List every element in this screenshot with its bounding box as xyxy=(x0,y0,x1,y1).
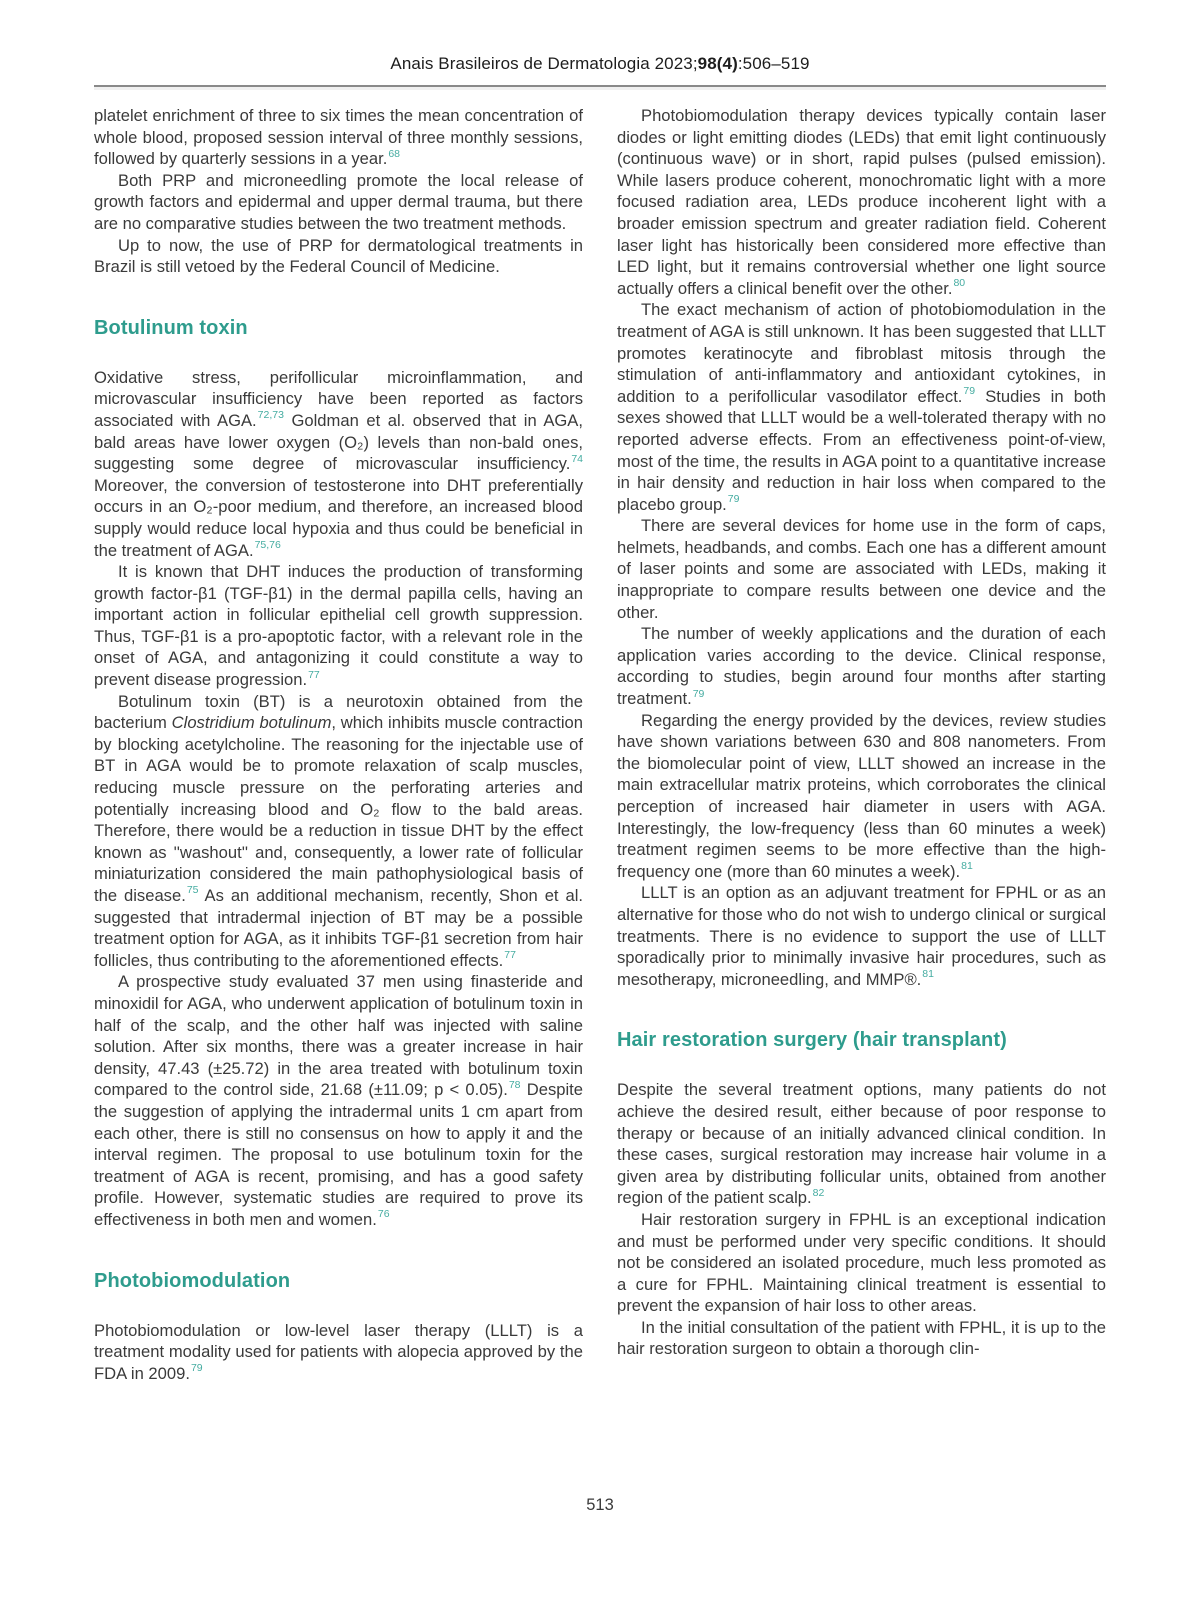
right-column xyxy=(617,105,1106,1384)
reference-superscript: 79 xyxy=(963,385,976,398)
reference-superscript: 79 xyxy=(190,1362,203,1375)
italic-term: Clostridium botulinum xyxy=(171,713,332,733)
paragraph xyxy=(617,515,1106,623)
text-run: Despite the suggestion of applying the intradermal units 1 cm apart from each other, there is still no consensus on how to apply it and the interval regimen. The proposal to use botulinum toxin for the treatment of AGA is recent, promising, and has a good safety profile. However, systematic studies are required to prove its effectiveness in both men and women. xyxy=(94,1080,584,1229)
paragraph xyxy=(94,367,583,561)
reference-superscript: 77 xyxy=(504,949,516,962)
reference-superscript: 75 xyxy=(186,884,199,897)
paragraph xyxy=(617,299,1106,515)
reference-superscript: 68 xyxy=(388,147,400,160)
text-run: Studies in both sexes showed that LLLT would be a well-tolerated therapy with no reported adverse effects. From an effectiveness point-of-view, most of the time, the results in AGA point to a quantitative increase in hair density and reduction in hair loss when compared to the placebo group. xyxy=(617,386,1106,514)
reference-superscript: 80 xyxy=(953,277,966,290)
paragraph xyxy=(94,691,583,972)
text-run: There are several devices for home use in the form of caps, helmets, headbands, and combs. Each one has a different amount of laser points and some are associated with LEDs, making it inappropriate to compare results between one device and the other. xyxy=(617,516,1106,622)
reference-superscript: 77 xyxy=(308,668,320,681)
paragraph xyxy=(94,235,583,278)
text-run: Both PRP and microneedling promote the local release of growth factors and epidermal and upper dermal trauma, but there are no comparative studies between the two treatment methods. xyxy=(94,170,583,233)
reference-superscript: 79 xyxy=(692,687,705,700)
paragraph xyxy=(617,710,1106,883)
reference-superscript: 81 xyxy=(961,860,973,873)
paragraph xyxy=(94,105,583,170)
text-run: Oxidative stress, perifollicular microinflammation, and microvascular insufficiency have been reported as factors associated with AGA. xyxy=(94,367,583,430)
paragraph xyxy=(94,971,583,1230)
text-run: The exact mechanism of action of photobiomodulation in the treatment of AGA is still unknown. It has been suggested that LLLT promotes keratinocyte and fibroblast mitosis through the stimulation of anti-inflammatory and antioxidant cytokines, in addition to a perifollicular vasodilator effect. xyxy=(617,300,1106,406)
reference-superscript: 82 xyxy=(812,1186,825,1199)
paragraph xyxy=(617,1209,1106,1317)
header-divider xyxy=(94,85,1106,90)
text-run: Goldman et al. observed that in AGA, bald areas have lower oxygen (O₂) levels than non-bald ones, suggesting some degree of microvascular insufficiency. xyxy=(94,410,583,474)
paragraph xyxy=(617,1317,1106,1360)
reference-superscript: 74 xyxy=(571,452,583,465)
text-run: LLLT is an option as an adjuvant treatment for FPHL or as an alternative for those who do not wish to undergo clinical or surgical treatments. There is no evidence to support the use of LLLT sporadically prior to minimally invasive hair procedures, such as mesotherapy, microneedling, and MMP®. xyxy=(617,883,1106,989)
text-run: Moreover, the conversion of testosterone into DHT preferentially occurs in an O₂-poor medium, and therefore, an increased blood supply would reduce local hypoxia and thus could be beneficial in the treatment of AGA. xyxy=(94,475,583,560)
paragraph xyxy=(94,1320,583,1385)
section-heading: Botulinum toxin xyxy=(94,316,248,339)
two-column-body xyxy=(94,105,1106,1384)
section-heading: Photobiomodulation xyxy=(94,1269,291,1292)
text-run: Hair restoration surgery in FPHL is an exceptional indication and must be performed under very specific conditions. It should not be considered an isolated procedure, much less promoted as a cure for FPHL. Maintaining clinical treatment is essential to prevent the expansion of hair loss to other areas. xyxy=(617,1209,1106,1316)
section-heading: Hair restoration surgery (hair transplant) xyxy=(617,1029,1007,1052)
text-run: Up to now, the use of PRP for dermatological treatments in Brazil is still vetoed by the Federal Council of Medicine. xyxy=(94,235,583,277)
journal-citation-pages: :506–519 xyxy=(737,54,810,73)
text-run: A prospective study evaluated 37 men using finasteride and minoxidil for AGA, who underwent application of botulinum toxin in half of the scalp, and the other half was injected with saline solution. After six months, there was a greater increase in hair density, 47.43 (±25.72) in the area treated with botulinum toxin compared to the control side, 21.68 (±11.09; p < 0.05). xyxy=(94,972,583,1100)
paragraph xyxy=(617,1079,1106,1209)
text-run: In the initial consultation of the patient with FPHL, it is up to the hair restoration surgeon to obtain a thorough clin- xyxy=(617,1317,1106,1359)
left-column xyxy=(94,105,583,1384)
page-footer xyxy=(0,1496,1200,1515)
paragraph xyxy=(94,561,583,691)
journal-header xyxy=(0,54,1200,74)
reference-superscript: 76 xyxy=(377,1208,390,1221)
text-run: Botulinum toxin (BT) is a neurotoxin obtained from the bacterium xyxy=(94,691,583,733)
text-run: Despite the several treatment options, many patients do not achieve the desired result, either because of poor response to therapy or because of an initially advanced clinical condition. In these cases, surgical restoration may increase hair volume in a given area by distributing follicular units, obtained from another region of the patient scalp. xyxy=(617,1080,1106,1208)
text-run: Photobiomodulation or low-level laser therapy (LLLT) is a treatment modality used for patients with alopecia approved by the FDA in 2009. xyxy=(94,1320,583,1383)
reference-superscript: 78 xyxy=(508,1078,521,1091)
journal-volume: 98(4) xyxy=(697,54,738,73)
paragraph xyxy=(617,105,1106,299)
text-run: Photobiomodulation therapy devices typically contain laser diodes or light emitting diodes (LEDs) that emit light continuously (continuous wave) or in short, rapid pulses (pulsed emission). While lasers produce coherent, monochromatic light with a more focused radiation area, LEDs produce incoherent light with a broader emission spectrum and greater radiation field. Coherent laser light has historically been considered more effective than LED light, but it remains controversial whether one light source actually offers a clinical benefit over the other. xyxy=(617,106,1106,298)
reference-superscript: 75,76 xyxy=(254,538,281,551)
page-number: 513 xyxy=(586,1496,614,1514)
text-run: As an additional mechanism, recently, Shon et al. suggested that intradermal injection of BT may be a possible treatment option for AGA, as it inhibits TGF-β1 secretion from hair follicles, thus contributing to the aforementioned effects. xyxy=(94,886,583,970)
paragraph xyxy=(617,882,1106,990)
paragraph xyxy=(94,170,583,235)
text-run: It is known that DHT induces the production of transforming growth factor-β1 (TGF-β1) in the dermal papilla cells, having an important action in follicular epithelial cell growth suppression. Thus, TGF-β1 is a pro-apoptotic factor, with a relevant role in the onset of AGA, and antagonizing it could constitute a way to prevent disease progression. xyxy=(94,562,583,690)
text-run: platelet enrichment of three to six times the mean concentration of whole blood, proposed session interval of three monthly sessions, followed by quarterly sessions in a year. xyxy=(94,106,583,169)
journal-citation-prefix: Anais Brasileiros de Dermatologia 2023; xyxy=(390,54,698,73)
text-run: The number of weekly applications and the duration of each application varies according to the device. Clinical response, according to studies, begin around four months after starting treatment. xyxy=(617,624,1106,709)
reference-superscript: 72,73 xyxy=(257,409,284,422)
reference-superscript: 81 xyxy=(922,968,934,981)
text-run: , which inhibits muscle contraction by blocking acetylcholine. The reasoning for the injectable use of BT in AGA would be to promote relaxation of scalp muscles, reducing muscle pressure on the perforating arteries and potentially increasing blood and O₂ flow to the bald areas. Therefore, there would be a reduction in tissue DHT by the effect known as ''washout'' and, consequently, a lower rate of follicular miniaturization considered the main pathophysiological basis of the disease. xyxy=(94,713,583,905)
paragraph xyxy=(617,623,1106,709)
text-run: Regarding the energy provided by the devices, review studies have shown variations between 630 and 808 nanometers. From the biomolecular point of view, LLLT showed an increase in the main extracellular matrix proteins, which corroborates the clinical perception of increased hair diameter in users with AGA. Interestingly, the low-frequency (less than 60 minutes a week) treatment regimen seems to be more effective than the high-frequency one (more than 60 minutes a week). xyxy=(617,710,1106,881)
reference-superscript: 79 xyxy=(727,493,740,506)
